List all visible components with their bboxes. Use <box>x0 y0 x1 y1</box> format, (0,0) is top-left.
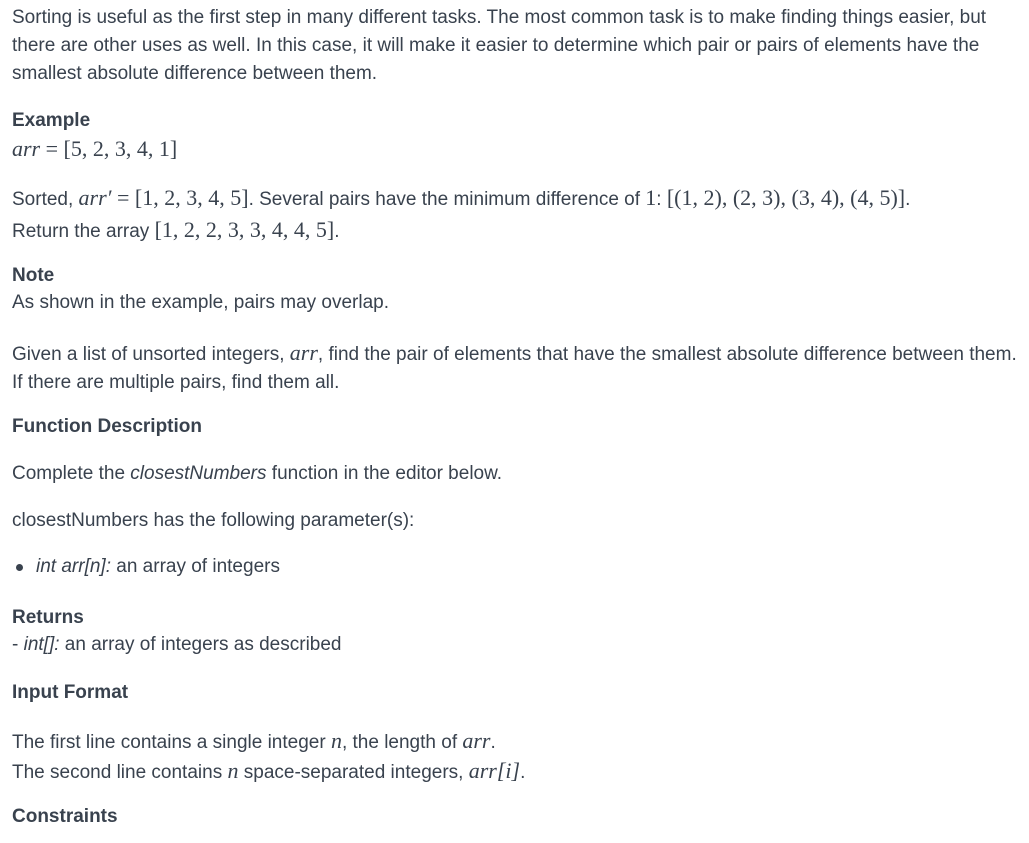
min-diff: 1 <box>645 185 657 210</box>
param-item <box>12 553 1017 581</box>
sorted-value: [1, 2, 3, 4, 5] <box>134 185 249 210</box>
returns-heading: Returns <box>12 607 84 628</box>
example-heading: Example <box>12 110 91 131</box>
returns-dash: - <box>12 634 24 655</box>
return-line <box>12 215 1017 247</box>
task-text <box>12 339 1017 397</box>
example-section <box>12 108 1017 166</box>
note-text: As shown in the example, pairs may overlap. <box>12 292 390 313</box>
return-prefix: Return the array <box>12 221 155 242</box>
complete-suffix: function in the editor below. <box>266 463 503 484</box>
return-value: [1, 2, 2, 3, 3, 4, 4, 5] <box>154 217 335 242</box>
sorted-var: arr′ <box>78 185 112 210</box>
task-prefix: Given a list of unsorted integers, <box>12 344 290 365</box>
params-line <box>12 507 1017 535</box>
line2-prefix: The second line contains <box>12 762 228 783</box>
line2-var: n <box>227 758 239 783</box>
returns-line <box>12 631 1017 659</box>
input-format-lines <box>12 727 1017 787</box>
complete-line <box>12 460 1017 488</box>
function-name: closestNumbers <box>130 463 267 484</box>
sorted-line <box>12 183 1017 215</box>
sorted-prefix: Sorted, <box>12 189 79 210</box>
equals-sign: = <box>40 136 64 161</box>
note-heading: Note <box>12 265 55 286</box>
returns-section <box>12 605 1017 659</box>
sorted-math <box>79 185 249 210</box>
line1-var: n <box>330 728 342 753</box>
param-desc: an array of integers <box>110 556 280 577</box>
pairs-colon: : <box>656 189 667 210</box>
returns-type: int[]: <box>23 634 60 655</box>
input-line-1 <box>12 727 1017 757</box>
line2-end: . <box>520 762 526 783</box>
line1-var2: arr <box>462 728 491 753</box>
line1-end: . <box>490 732 496 753</box>
complete-prefix: Complete the <box>12 463 131 484</box>
intro-paragraph <box>12 4 1017 88</box>
task-var: arr <box>289 340 318 365</box>
pairs-value: [(1, 2), (2, 3), (3, 4), (4, 5)] <box>666 185 906 210</box>
function-description-heading: Function Description <box>12 416 202 437</box>
example-arr-line <box>12 134 1017 166</box>
pairs-period: . <box>905 189 911 210</box>
example-arr <box>12 136 177 161</box>
example-sorted <box>12 183 1017 247</box>
note-section <box>12 263 1017 317</box>
constraints-section <box>12 804 1017 830</box>
intro-text: Sorting is useful as the first step in many different tasks. The most common task is to make finding things easier, but there are other uses as well. In this case, it will make it easier to determine which pair or pairs of elements have the smallest absolute difference between them. <box>12 7 987 84</box>
line1-prefix: The first line contains a single integer <box>12 732 331 753</box>
returns-desc: an array of integers as described <box>59 634 342 655</box>
pairs-text: . Several pairs have the minimum difference of <box>248 189 646 210</box>
function-description-section <box>12 414 1017 440</box>
input-line-2 <box>12 757 1017 787</box>
sorted-equals: = <box>111 185 135 210</box>
constraints-heading: Constraints <box>12 806 118 827</box>
param-list <box>12 553 1017 581</box>
arr-value: [5, 2, 3, 4, 1] <box>63 136 178 161</box>
task-suffix: , find the pair of elements that have the smallest absolute difference between them. If there are multiple pairs, find them all. <box>12 344 1017 393</box>
line2-var2: arr[i] <box>468 758 521 783</box>
return-period: . <box>334 221 340 242</box>
line2-mid: space-separated integers, <box>238 762 469 783</box>
input-format-heading: Input Format <box>12 682 129 703</box>
input-format-section <box>12 680 1017 706</box>
line1-mid: , the length of <box>341 732 463 753</box>
params-text: closestNumbers has the following parameter(s): <box>12 510 415 531</box>
param-type: int arr[n]: <box>36 556 111 577</box>
bullet-icon <box>16 564 23 571</box>
task-paragraph <box>12 339 1017 397</box>
arr-var: arr <box>12 136 41 161</box>
